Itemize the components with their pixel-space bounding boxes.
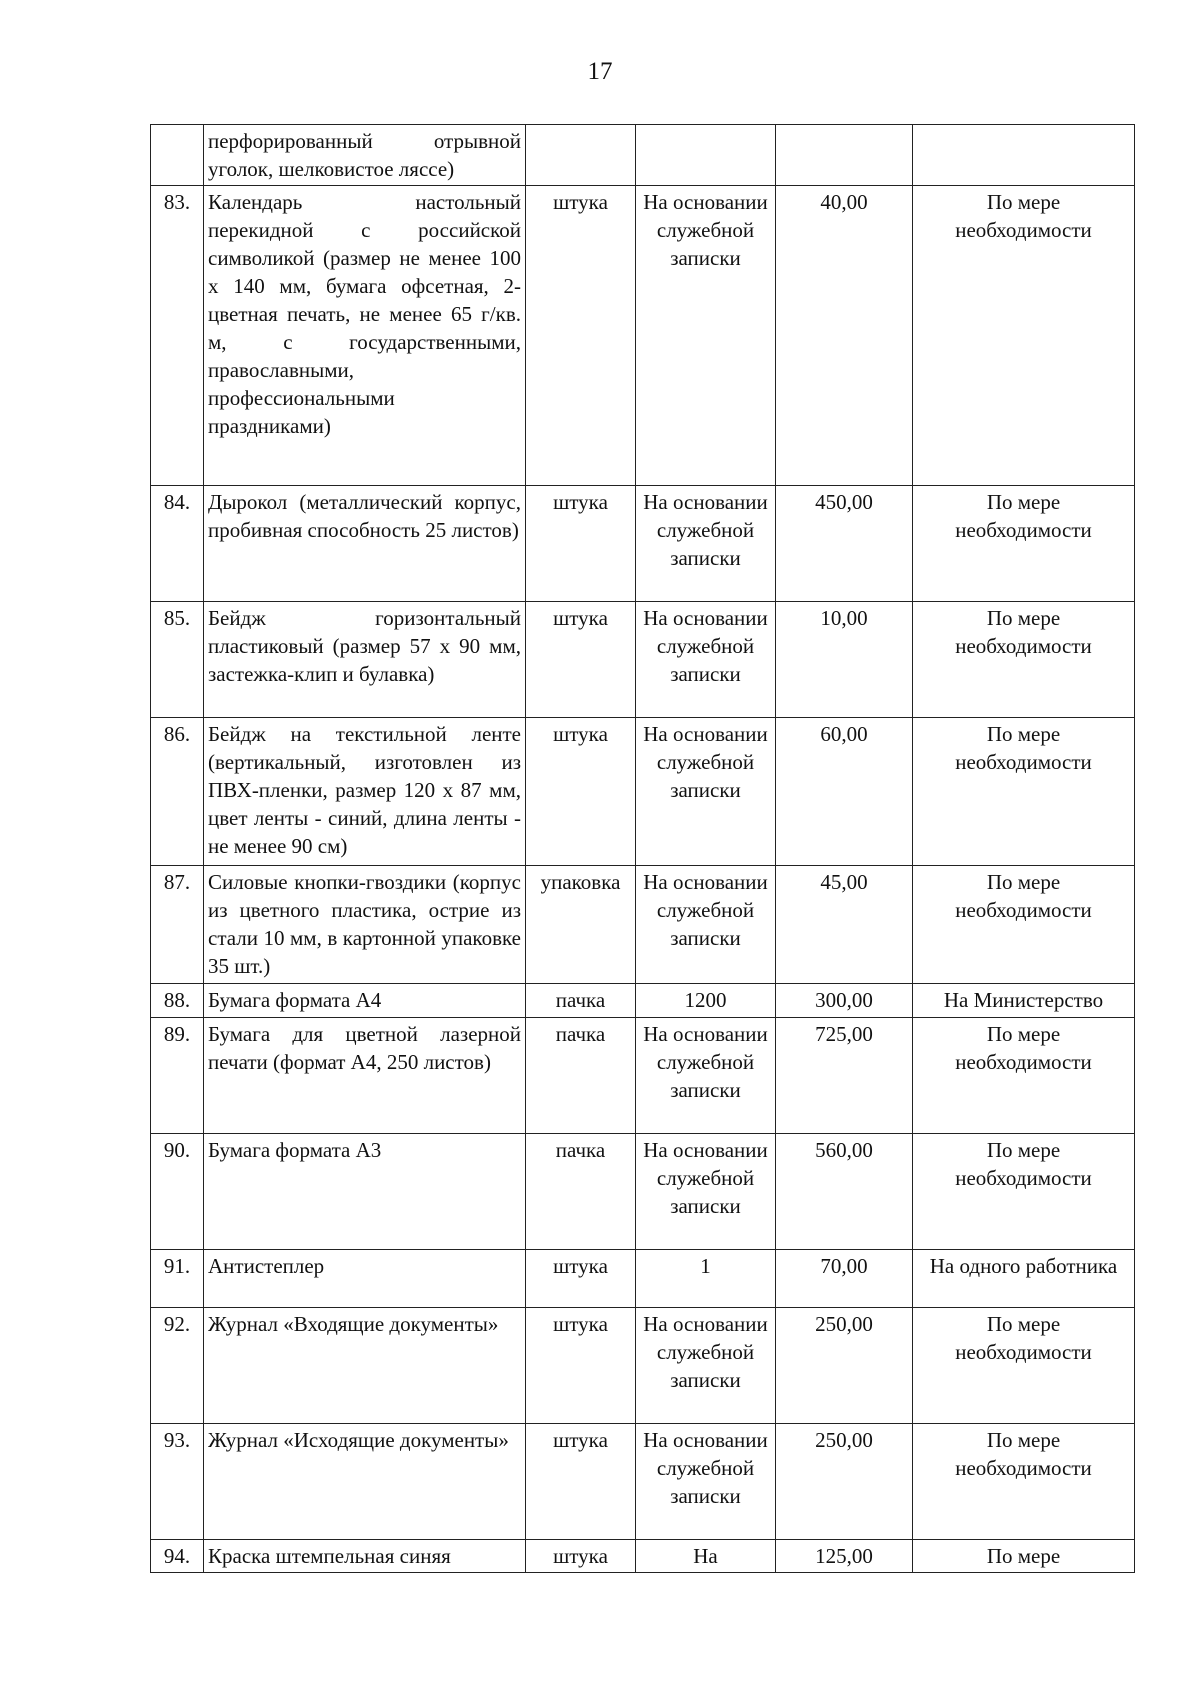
table-row [151, 866, 1135, 984]
price-cell: 560,00 [776, 1134, 913, 1250]
note-cell: По мере необходимости [913, 486, 1135, 602]
unit-cell [526, 125, 636, 186]
price-cell: 60,00 [776, 718, 913, 866]
note-cell [913, 125, 1135, 186]
table-row [151, 1018, 1135, 1134]
note-cell: По мере необходимости [913, 1308, 1135, 1424]
price-cell: 45,00 [776, 866, 913, 984]
unit-cell: штука [526, 1424, 636, 1540]
price-cell: 125,00 [776, 1540, 913, 1573]
item-name-cell: Бумага формата А3 [204, 1134, 526, 1250]
table-row [151, 1134, 1135, 1250]
price-cell: 250,00 [776, 1424, 913, 1540]
price-cell [776, 125, 913, 186]
item-name-cell: Журнал «Исходящие документы» [204, 1424, 526, 1540]
quantity-cell: 1 [636, 1250, 776, 1308]
items-table [150, 124, 1135, 1573]
item-name-cell: перфорированный отрывной уголок, шелковистое ляссе) [204, 125, 526, 186]
table-row [151, 186, 1135, 486]
price-cell: 450,00 [776, 486, 913, 602]
quantity-cell: На основании служебной записки [636, 186, 776, 486]
unit-cell: пачка [526, 1134, 636, 1250]
note-cell: На Министерство [913, 984, 1135, 1018]
row-number-cell: 93. [151, 1424, 204, 1540]
unit-cell: штука [526, 718, 636, 866]
unit-cell: упаковка [526, 866, 636, 984]
unit-cell: штука [526, 1540, 636, 1573]
table-row [151, 486, 1135, 602]
note-cell: По мере необходимости [913, 1134, 1135, 1250]
quantity-cell: На основании служебной записки [636, 1424, 776, 1540]
item-name-cell: Календарь настольный перекидной с российской символикой (размер не менее 100 х 140 мм, бумага офсетная, 2-цветная печать, не менее 65 г/кв. м, с государственными, православными, профессиональными праздниками) [204, 186, 526, 486]
quantity-cell: На основании служебной записки [636, 866, 776, 984]
quantity-cell: На основании служебной записки [636, 1308, 776, 1424]
note-cell: По мере необходимости [913, 1424, 1135, 1540]
quantity-cell: На основании служебной записки [636, 486, 776, 602]
quantity-cell: На основании служебной записки [636, 1018, 776, 1134]
page-number: 17 [587, 58, 613, 85]
item-name-cell: Краска штемпельная синяя [204, 1540, 526, 1573]
row-number-cell: 89. [151, 1018, 204, 1134]
quantity-cell: 1200 [636, 984, 776, 1018]
row-number-cell: 94. [151, 1540, 204, 1573]
item-name-cell: Бумага для цветной лазерной печати (формат А4, 250 листов) [204, 1018, 526, 1134]
row-number-cell: 87. [151, 866, 204, 984]
item-name-cell: Бейдж на текстильной ленте (вертикальный, изготовлен из ПВХ-пленки, размер 120 х 87 мм, цвет ленты - синий, длина ленты - не менее 90 см) [204, 718, 526, 866]
unit-cell: штука [526, 486, 636, 602]
unit-cell: пачка [526, 984, 636, 1018]
price-cell: 10,00 [776, 602, 913, 718]
quantity-cell: На [636, 1540, 776, 1573]
row-number-cell: 85. [151, 602, 204, 718]
table-row [151, 602, 1135, 718]
note-cell: По мере [913, 1540, 1135, 1573]
item-name-cell: Бумага формата А4 [204, 984, 526, 1018]
item-name-cell: Силовые кнопки-гвоздики (корпус из цветного пластика, острие из стали 10 мм, в картонной упаковке 35 шт.) [204, 866, 526, 984]
price-cell: 40,00 [776, 186, 913, 486]
row-number-cell: 91. [151, 1250, 204, 1308]
price-cell: 250,00 [776, 1308, 913, 1424]
price-cell: 725,00 [776, 1018, 913, 1134]
quantity-cell: На основании служебной записки [636, 1134, 776, 1250]
note-cell: По мере необходимости [913, 186, 1135, 486]
row-number-cell: 86. [151, 718, 204, 866]
row-number-cell: 92. [151, 1308, 204, 1424]
price-cell: 300,00 [776, 984, 913, 1018]
price-cell: 70,00 [776, 1250, 913, 1308]
table-row [151, 1424, 1135, 1540]
table-row [151, 125, 1135, 186]
unit-cell: штука [526, 1308, 636, 1424]
row-number-cell: 88. [151, 984, 204, 1018]
unit-cell: штука [526, 602, 636, 718]
table-row [151, 1540, 1135, 1573]
row-number-cell: 90. [151, 1134, 204, 1250]
row-number-cell [151, 125, 204, 186]
note-cell: На одного работника [913, 1250, 1135, 1308]
row-number-cell: 83. [151, 186, 204, 486]
note-cell: По мере необходимости [913, 1018, 1135, 1134]
table-row [151, 1250, 1135, 1308]
unit-cell: пачка [526, 1018, 636, 1134]
row-number-cell: 84. [151, 486, 204, 602]
quantity-cell: На основании служебной записки [636, 718, 776, 866]
unit-cell: штука [526, 1250, 636, 1308]
item-name-cell: Дырокол (металлический корпус, пробивная способность 25 листов) [204, 486, 526, 602]
table-row [151, 718, 1135, 866]
note-cell: По мере необходимости [913, 866, 1135, 984]
quantity-cell: На основании служебной записки [636, 602, 776, 718]
item-name-cell: Антистеплер [204, 1250, 526, 1308]
note-cell: По мере необходимости [913, 718, 1135, 866]
item-name-cell: Журнал «Входящие документы» [204, 1308, 526, 1424]
unit-cell: штука [526, 186, 636, 486]
table-row [151, 1308, 1135, 1424]
table-row [151, 984, 1135, 1018]
quantity-cell [636, 125, 776, 186]
item-name-cell: Бейдж горизонтальный пластиковый (размер 57 х 90 мм, застежка-клип и булавка) [204, 602, 526, 718]
note-cell: По мере необходимости [913, 602, 1135, 718]
